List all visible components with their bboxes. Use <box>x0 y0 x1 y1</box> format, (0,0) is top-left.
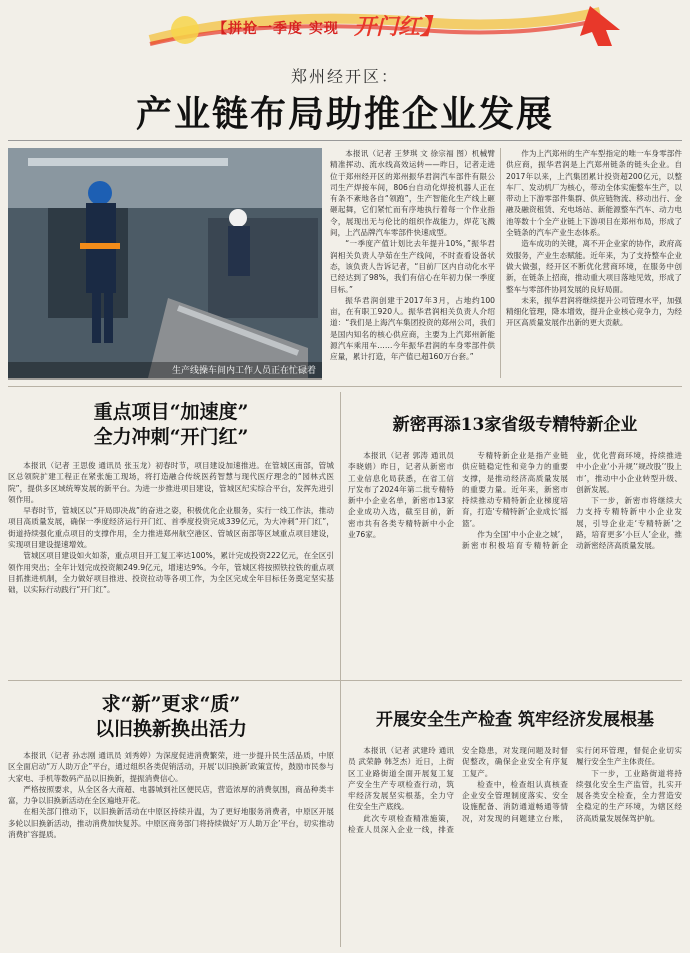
s2-para-2: 早春时节，管城区以“开局即决战”的奋进之姿，积极优化企业服务，实行一线工作法，推动项目高质量发展，确保一季度经济运行开门红、首季度投资完成339亿元，为大冲刺“开门红”，街道持续强化重点项目的支撑作用，全力推进郑州航空港区、管城区南部等区域重点项目建设，实现项目建设提速增效。 <box>8 506 334 550</box>
s4-title-line2: 以旧换新换出活力 <box>94 718 247 740</box>
s2-title-line2: 全力冲刺“开门红” <box>93 426 249 448</box>
section-divider-2 <box>8 680 682 681</box>
pre-title: 郑州经开区： <box>290 67 399 86</box>
section2-title <box>8 400 334 450</box>
s2-title-line1: 重点项目“加速度” <box>93 401 249 423</box>
s3-para-4: 下一步，新密市将继续大力支持专精特新中小企业发展，引导企业走‘专精特新’之路，培育更多‘小巨人’企业，推动新密经济高质量发展。 <box>576 496 682 551</box>
section2-body <box>8 460 334 670</box>
s5-para-3: 检查中，检查组认真核查企业安全管理制度落实、安全设施配备、消防通道畅通等情况，对发现的问题建立台账，实行闭环管理，督促企业切实履行安全生产主体责任。 <box>462 746 682 823</box>
a1-para-1: 本报讯（记者 王梦琪 文 徐宗福 图）机械臂精准挥动、流水线高效运转——昨日，记者走进位于郑州经开区的郑州振华君润汽车部件有限公司生产焊接车间，806台自动化焊接机器人正在有条不紊地各自“领跑”，生产智能化生产线上砸砸起舞，它们紧忙而有序地执行着每一个作业指令，展现出无与伦比的组织作战能力，焊花飞溅间，上汽品牌汽车零部件快速成型。 <box>330 149 495 238</box>
vertical-divider <box>340 392 341 947</box>
s3-para-2: 专精特新企业是指产业链供应链稳定性和竞争力的重要支撑，是推动经济高质量发展的重要力量。近年来，新密市持续推动专精特新企业梯度培育，打造‘专精特新’企业成长‘摇篮’。 <box>462 451 568 528</box>
main-title: 产业链布局助推企业发展 <box>135 93 554 135</box>
section4-title <box>8 692 334 742</box>
section5-title: 开展安全生产检查 筑牢经济发展根基 <box>376 710 654 730</box>
s4-para-2: 严格按照要求，从全区各大商超、电器城到社区便民店，营造浓厚的消费氛围，商品种类丰富，力争以旧换新活动在全区遍地开花。 <box>8 784 334 806</box>
section-divider <box>8 386 682 387</box>
a1-para-5: 造车成功的关键，离不开企业家的协作，政府高效服务，产业生态赋能。近年来，为了支持整车企业做大做强，经开区不断优化营商环境，在服务中创新，在链条上招商，推动重大项目落地见效，形成了整车与零部件协同发展的良好局面。 <box>506 239 682 294</box>
s5-para-2: 此次专项检查精准施策，检查人员深入企业一线，排查安全隐患，对发现问题及时督促整改，确保企业安全有序复工复产。 <box>348 746 568 835</box>
section5-body <box>348 745 682 945</box>
s2-para-1: 本报讯（记者 王思俊 通讯员 张玉龙）初春时节，项目建设加速推进。在管城区南部，管城区总领院扩建工程正在紧张施工现场，将打造融合传统医药智慧与现代医疗理念的“园林式医院”，提供多区域统筹发展的新平台。为进一步推进项目建设，管城区纪实综合平台，发挥先进引领作用。 <box>8 461 334 504</box>
header-banner <box>0 0 690 56</box>
column-divider <box>500 148 501 378</box>
s3-para-3: 作为全国‘中小企业之城’，新密市积极培育专精特新企业，优化营商环境，持续推进中小企业‘小升规’‘规改股’‘股上市’，推动中小企业转型升级、创新发展。 <box>462 451 682 551</box>
section4-body <box>8 750 334 945</box>
section3-title: 新密再添13家省级专精特新企业 <box>392 415 638 435</box>
a1-para-4: 作为上汽郑州的生产车型指定的唯一车身零部件供应商，振华君润是上汽郑州链条的链头企业。自2017年以来，上汽集团累计投资超200亿元，以整车厂、发动机厂为核心，带动全体实施整车生产，以带动上下游零部件集群、供应链物流、移动出行、金融及融资租赁、充电场站、新能源整车汽车、动力电池等数十个全产业链上下游项目在郑州布局，形成了全链条的汽车产业生态体系。 <box>506 149 682 238</box>
s4-para-1: 本报讯（记者 孙志刚 通讯员 刘秀婷）为深度促进消费繁荣，进一步提升民生活品质，中原区全面启动“万人助万企”平台，通过组织各类促销活动，开展‘以旧换新’政策宣传，鼓励市民参与大家电、手机等数码产品以旧换新，提振消费信心。 <box>8 751 334 783</box>
title-rule <box>8 140 682 141</box>
article1-col1 <box>330 148 495 363</box>
banner-text: 【拼抢一季度 实现 <box>213 21 339 37</box>
s4-para-3: 在相关部门推动下，以旧换新活动在中原区持续升温，为了更好地服务消费者，中原区开展多轮以旧换新活动，推动消费加快复苏。中原区商务部门将持续做好‘万人助万企’平台，切实推动消费扩容提质。 <box>8 807 334 840</box>
photo-caption: 生产线操车间内工作人员正在忙碌着 <box>8 362 322 380</box>
s5-para-1: 本报讯（记者 武建玲 通讯员 武荣静 韩芝杰）近日，上街区工业路街道全面开展复工复产安全生产专项检查行动，筑牢经济发展坚实根基，全力守住安全生产底线。 <box>348 746 454 812</box>
a1-para-3: 振华君润创建于2017年3月，占地约100亩，在有职工920人。振华君润相关负责人介绍道：“我们是上海汽车集团投资的郑州公司，我们是国内知名的核心供应商，主要为上汽郑州新能源汽车乘用车……今年振华君润的车身零部件供应量，累计打造，年产值已超160万台套。” <box>330 295 495 362</box>
article1-col2 <box>506 148 682 329</box>
section3-body <box>348 450 682 670</box>
s5-para-4: 下一步，工业路街道将持续强化安全生产监管，扎实开展各类安全检查，全力营造安全稳定的生产环境，为辖区经济高质量发展保驾护航。 <box>576 768 682 823</box>
s3-para-1: 本报讯（记者 郭涛 通讯员 李晓娟）昨日，记者从新密市工业信息化局获悉，在省工信厅发布了2024年第二批专精特新中小企业名单，新密市13家企业成功入选，截至目前，新密市共有各类专精特新中小企业76家。 <box>348 451 454 540</box>
a1-para-6: 未来，振华君润将继续提升公司管理水平，加强精细化管理，降本增效，提升企业核心竞争力，为经开区高质量发展作出新的更大贡献。 <box>506 295 682 328</box>
a1-para-2: “一季度产值计划比去年提升10%，”振华君润相关负责人孕茹在生产线间，不时查看设备状态，该负责人告诉记者，“目前厂区内自动化水平已经达到了98%，我们有信心在年初力保一季度目标。” <box>330 239 495 294</box>
banner-script: 开门红】 <box>354 14 443 40</box>
s4-title-line1: 求“新”更求“质” <box>101 693 241 715</box>
s2-para-3: 管城区项目建设如火如荼，重点项目开工复工率达100%，累计完成投资222亿元，在全区引领作用突出；全年计划完成投资额249.9亿元，增速达9%。今年，管城区将按照铁拉铁的重点项目抓推进机制，全力做好项目推进、投资拉动等各项工作，为全区完成全年目标任务奠定坚实基础，以实际行动践行“开门红”。 <box>8 551 334 595</box>
factory-photo <box>8 148 322 378</box>
